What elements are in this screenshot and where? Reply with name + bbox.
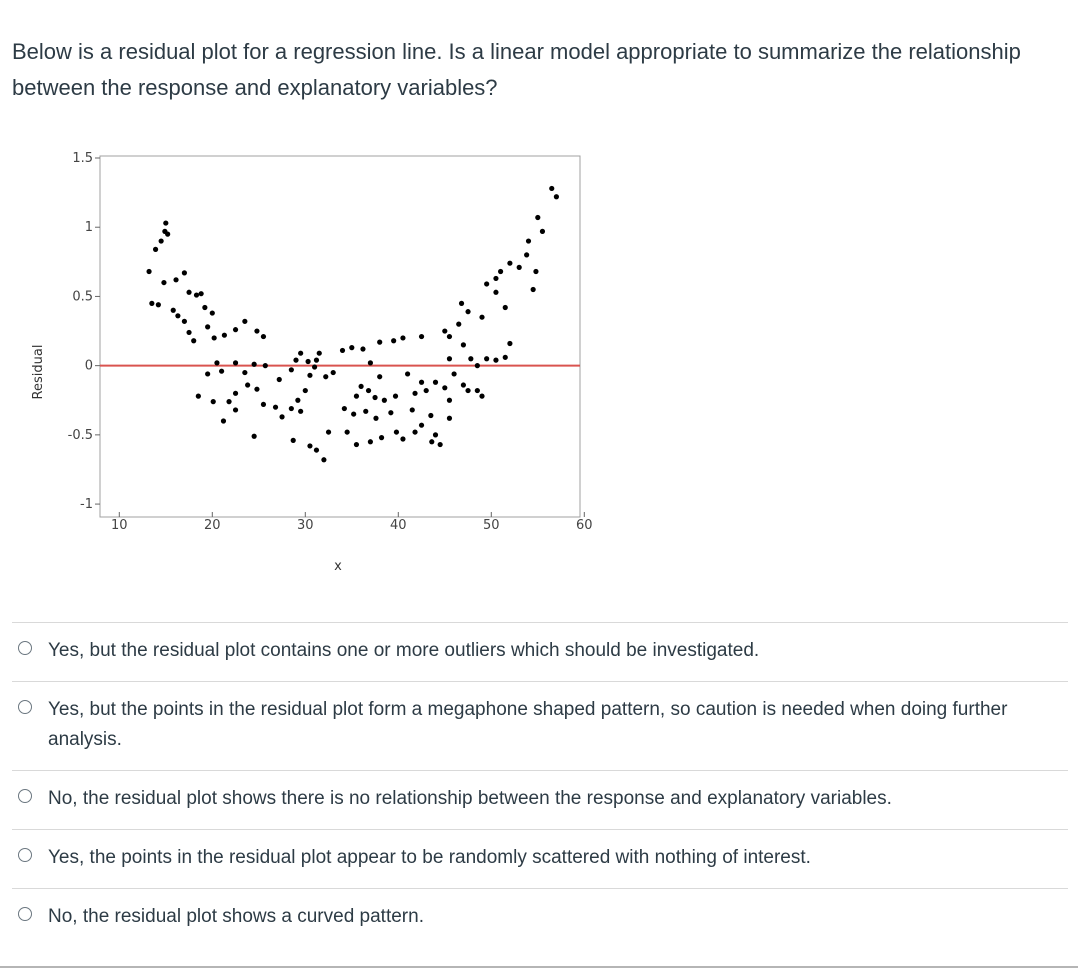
residual-point (484, 356, 489, 361)
x-axis-label: x (334, 559, 342, 574)
residual-point (153, 247, 158, 252)
residual-point (307, 373, 312, 378)
residual-point (233, 360, 238, 365)
residual-plot (20, 140, 620, 580)
residual-point (438, 442, 443, 447)
x-tick-label: 20 (204, 518, 221, 533)
residual-point (163, 220, 168, 225)
residual-point (254, 387, 259, 392)
residual-point (419, 334, 424, 339)
residual-point (233, 391, 238, 396)
bottom-divider (0, 966, 1078, 968)
y-tick-label: 0 (84, 358, 93, 374)
residual-point (173, 277, 178, 282)
residual-point (419, 423, 424, 428)
y-tick-label: -0.5 (67, 427, 93, 443)
residual-point (447, 416, 452, 421)
residual-point (456, 322, 461, 327)
residual-point (359, 384, 364, 389)
residual-point (549, 186, 554, 191)
residual-point (233, 407, 238, 412)
residual-point (507, 261, 512, 266)
residual-point (323, 374, 328, 379)
residual-point (360, 346, 365, 351)
y-tick-label: -1 (80, 497, 93, 513)
residual-point (498, 269, 503, 274)
residual-point (182, 319, 187, 324)
residual-point (419, 380, 424, 385)
x-tick-label: 30 (297, 518, 314, 533)
x-tick-label: 40 (390, 518, 407, 533)
x-tick-label: 50 (483, 518, 500, 533)
residual-point (484, 281, 489, 286)
residual-point (468, 356, 473, 361)
residual-point (349, 345, 354, 350)
residual-point (379, 435, 384, 440)
residual-point (428, 413, 433, 418)
residual-point (156, 302, 161, 307)
residual-point (503, 305, 508, 310)
residual-point (535, 215, 540, 220)
residual-point (307, 443, 312, 448)
y-tick-label: 0.5 (72, 289, 93, 305)
residual-point (219, 369, 224, 374)
residual-point (305, 359, 310, 364)
answer-text-5: No, the residual plot shows a curved pattern. (48, 906, 424, 927)
residual-point (479, 394, 484, 399)
residual-point (317, 351, 322, 356)
residual-point (405, 371, 410, 376)
residual-point (388, 410, 393, 415)
residual-point (205, 371, 210, 376)
residual-point (245, 382, 250, 387)
residual-point (254, 328, 259, 333)
residual-point (503, 355, 508, 360)
residual-point (222, 333, 227, 338)
answer-text-4: Yes, the points in the residual plot appear to be randomly scattered with nothing of interest. (48, 847, 811, 868)
residual-point (261, 402, 266, 407)
residual-point (429, 439, 434, 444)
residual-point (221, 418, 226, 423)
residual-point (372, 395, 377, 400)
residual-point (377, 340, 382, 345)
answer-text-2: Yes, but the points in the residual plot form a megaphone shaped pattern, so caution is needed when doing further analysis. (48, 699, 1008, 750)
answer-option-5[interactable] (12, 888, 1068, 947)
residual-point (554, 194, 559, 199)
residual-point (171, 308, 176, 313)
residual-point (186, 290, 191, 295)
residual-point (340, 348, 345, 353)
radio-button-5[interactable] (18, 907, 32, 921)
x-tick-label: 60 (576, 518, 593, 533)
residual-point (452, 371, 457, 376)
answer-option-2[interactable] (12, 681, 1068, 770)
answer-text-1: Yes, but the residual plot contains one or more outliers which should be investigated. (48, 640, 760, 661)
residual-point (373, 416, 378, 421)
residual-point (146, 269, 151, 274)
residual-point (526, 238, 531, 243)
residual-point (461, 382, 466, 387)
radio-button-3[interactable] (18, 789, 32, 803)
residual-point (149, 301, 154, 306)
residual-point (394, 429, 399, 434)
residual-point (433, 432, 438, 437)
residual-point (289, 367, 294, 372)
residual-point (533, 269, 538, 274)
residual-point (298, 351, 303, 356)
residual-point (531, 287, 536, 292)
residual-point (447, 334, 452, 339)
residual-point (196, 394, 201, 399)
residual-point (321, 457, 326, 462)
residual-point (182, 270, 187, 275)
residual-point (442, 328, 447, 333)
residual-point (442, 385, 447, 390)
residual-point (465, 309, 470, 314)
residual-point (252, 434, 257, 439)
residual-point (400, 436, 405, 441)
residual-point (366, 388, 371, 393)
residual-point (289, 406, 294, 411)
answer-text-3: No, the residual plot shows there is no relationship between the response and explanatory variables. (48, 788, 892, 809)
plot-frame (100, 156, 580, 517)
residual-point (273, 405, 278, 410)
residual-point (410, 407, 415, 412)
residual-point (345, 429, 350, 434)
x-tick-label: 10 (111, 518, 128, 533)
residual-point (400, 335, 405, 340)
residual-point (210, 310, 215, 315)
residual-point (377, 374, 382, 379)
residual-point (242, 370, 247, 375)
residual-point (194, 292, 199, 297)
y-axis-label: Residual (31, 344, 46, 400)
residual-point (461, 342, 466, 347)
residual-point (202, 305, 207, 310)
radio-button-4[interactable] (18, 848, 32, 862)
y-tick-label: 1.5 (72, 151, 93, 166)
residual-point (412, 391, 417, 396)
residual-point (326, 429, 331, 434)
residual-point (279, 414, 284, 419)
residual-point (475, 388, 480, 393)
residual-point (479, 315, 484, 320)
residual-point (159, 238, 164, 243)
residual-point (342, 406, 347, 411)
residual-point (165, 232, 170, 237)
residual-point (412, 429, 417, 434)
residual-point (298, 409, 303, 414)
residual-point (465, 388, 470, 393)
residual-point (303, 388, 308, 393)
residual-point (233, 327, 238, 332)
residual-point (354, 442, 359, 447)
residual-point (314, 358, 319, 363)
answer-option-1[interactable] (12, 622, 1068, 681)
residual-point (524, 252, 529, 257)
residual-point (252, 362, 257, 367)
residual-point (291, 438, 296, 443)
residual-point (242, 319, 247, 324)
residual-point (447, 356, 452, 361)
residual-point (351, 411, 356, 416)
radio-button-1[interactable] (18, 641, 32, 655)
residual-point (211, 399, 216, 404)
residual-point (493, 290, 498, 295)
radio-button-2[interactable] (18, 700, 32, 714)
answer-option-3[interactable] (12, 770, 1068, 829)
residual-point (393, 394, 398, 399)
residual-point (214, 360, 219, 365)
residual-point (493, 276, 498, 281)
residual-point (382, 398, 387, 403)
residual-point (205, 324, 210, 329)
residual-point (226, 399, 231, 404)
residual-point (212, 335, 217, 340)
residual-point (277, 377, 282, 382)
residual-point (493, 358, 498, 363)
answer-option-4[interactable] (12, 829, 1068, 888)
residual-point (199, 291, 204, 296)
residual-point (263, 363, 268, 368)
residual-point (293, 358, 298, 363)
residual-point (475, 363, 480, 368)
y-tick-label: 1 (84, 220, 93, 236)
residual-point (312, 364, 317, 369)
residual-point (175, 313, 180, 318)
residual-point (368, 439, 373, 444)
residual-point (314, 447, 319, 452)
residual-point (161, 280, 166, 285)
answer-choices (12, 622, 1068, 947)
residual-point (331, 370, 336, 375)
residual-point (459, 301, 464, 306)
residual-point (295, 398, 300, 403)
question-text: Below is a residual plot for a regression line. Is a linear model appropriate to summarize the relationship between the response and explanatory variables? (12, 39, 1021, 100)
residual-point (261, 334, 266, 339)
residual-point (517, 265, 522, 270)
residual-point (447, 398, 452, 403)
residual-point (433, 380, 438, 385)
residual-point (540, 229, 545, 234)
residual-point (368, 360, 373, 365)
residual-point (191, 338, 196, 343)
residual-point (354, 394, 359, 399)
residual-point (186, 330, 191, 335)
residual-point (391, 338, 396, 343)
residual-point (363, 409, 368, 414)
residual-point (507, 341, 512, 346)
residual-point (424, 388, 429, 393)
